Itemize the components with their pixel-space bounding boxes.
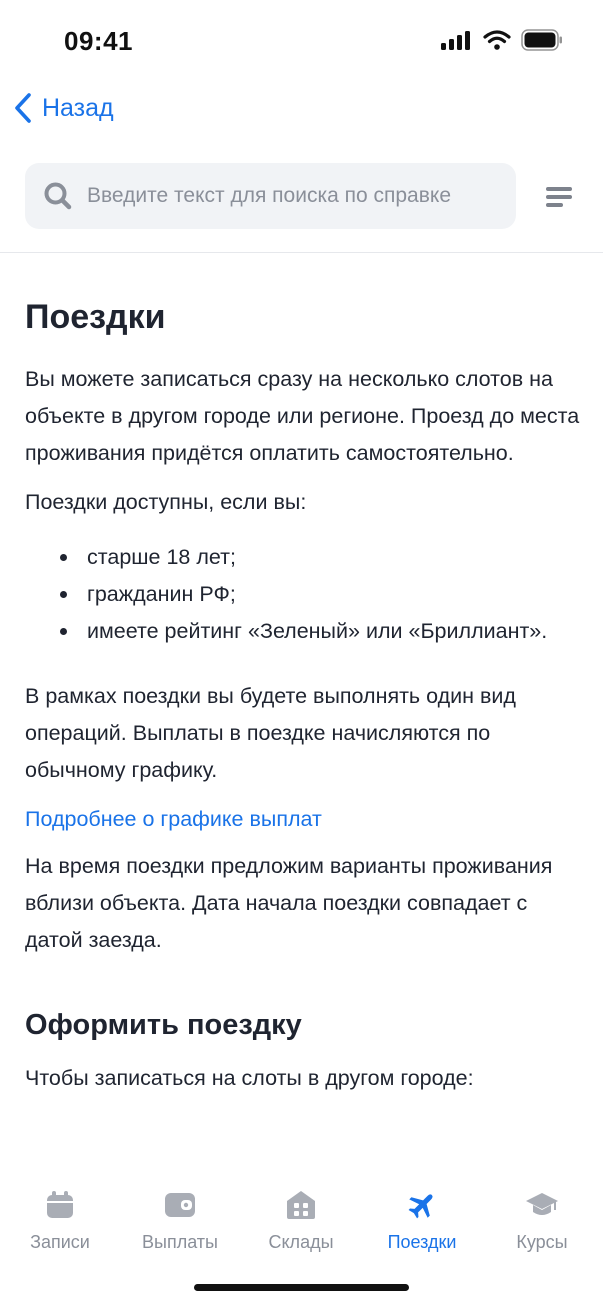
tab-records[interactable] [0, 1188, 120, 1258]
plane-icon [405, 1188, 439, 1222]
search-box[interactable] [25, 163, 516, 229]
wifi-icon [483, 30, 511, 50]
search-icon [43, 181, 73, 211]
header-divider [0, 252, 603, 253]
wallet-icon [163, 1188, 197, 1222]
tab-payments[interactable] [120, 1188, 240, 1258]
menu-icon[interactable] [546, 185, 572, 209]
section-paragraph: Чтобы записаться на слоты в другом городе: [25, 1066, 474, 1090]
list-item: имеете рейтинг «Зеленый» или «Бриллиант». [25, 613, 585, 650]
battery-icon [521, 29, 563, 51]
tab-label: Склады [268, 1232, 334, 1252]
nav-bar [0, 84, 603, 132]
tab-label: Поездки [387, 1232, 457, 1252]
status-bar [0, 0, 603, 80]
calendar-icon [43, 1188, 77, 1222]
graduation-cap-icon [525, 1188, 559, 1222]
conditions-heading: Поездки доступны, если вы: [25, 490, 307, 514]
home-indicator [194, 1284, 409, 1291]
tab-courses[interactable] [482, 1188, 602, 1258]
search-row [0, 163, 603, 229]
status-time: 09:41 [64, 26, 133, 56]
tab-label: Выплаты [142, 1232, 218, 1252]
status-icons [441, 28, 563, 52]
intro-paragraph: Вы можете записаться сразу на несколько слотов на объекте в другом городе или регионе. Проезд до места проживания придётся оплатить самостоятельно. [25, 367, 580, 465]
operations-paragraph: В рамках поездки вы будете выполнять один вид операций. Выплаты в поездке начисляются по обычному графику. [25, 684, 516, 782]
tab-warehouses[interactable] [241, 1188, 361, 1258]
payments-schedule-link[interactable]: Подробнее о графике выплат [25, 807, 322, 831]
back-button[interactable] [12, 84, 114, 132]
list-item: гражданин РФ; [25, 576, 585, 613]
housing-paragraph: На время поездки предложим варианты проживания вблизи объекта. Дата начала поездки совпадает с датой заезда. [25, 854, 553, 952]
tab-bar [0, 1180, 603, 1305]
signal-icon [441, 30, 473, 50]
section-title: Оформить поездку [25, 1009, 302, 1041]
tab-label: Записи [30, 1232, 90, 1252]
tab-trips[interactable] [362, 1188, 482, 1258]
search-input[interactable] [87, 184, 487, 208]
article-content [25, 290, 585, 1180]
page-title: Поездки [25, 298, 166, 336]
back-label: Назад [42, 93, 114, 122]
warehouse-icon [284, 1188, 318, 1222]
list-item: старше 18 лет; [25, 539, 585, 576]
tab-label: Курсы [516, 1232, 568, 1252]
conditions-list [25, 539, 585, 650]
chevron-left-icon [12, 92, 34, 124]
